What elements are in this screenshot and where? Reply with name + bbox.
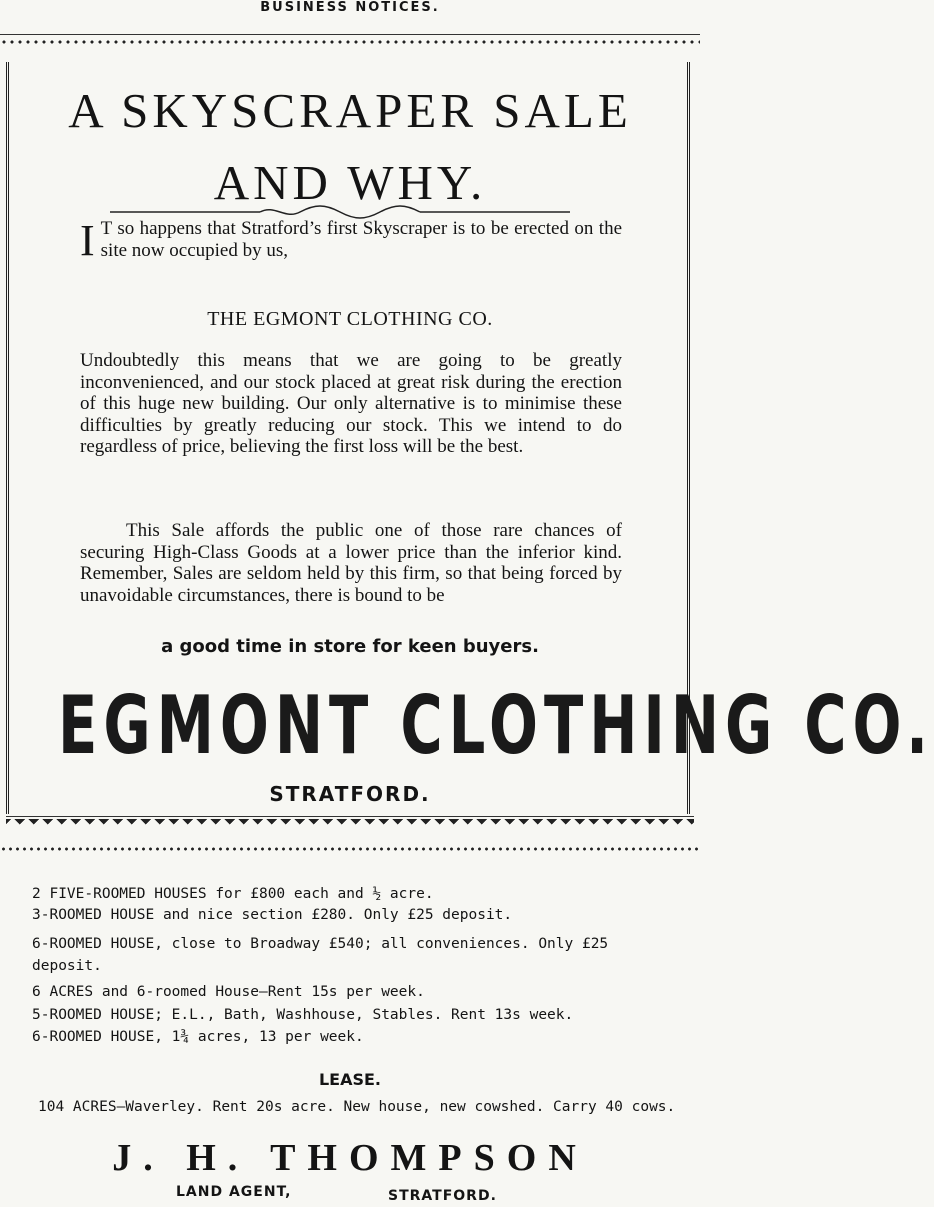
lease-item: 104 ACRES—Waverley. Rent 20s acre. New house, new cowshed. Carry 40 cows. xyxy=(38,1099,676,1115)
section-header: BUSINESS NOTICES. xyxy=(260,0,440,15)
advert-body-paragraph-1: Undoubtedly this means that we are going to be greatly inconvenienced, and our stock placed at great risk during the erection of this huge new building. Our only alternative is to minimise these difficulties by greatly reducing our stock. This we intend to do regardless of price, believing the first loss will be the best. xyxy=(80,350,622,457)
listing-item: 5-ROOMED HOUSE; E.L., Bath, Washhouse, Stables. Rent 13s week. xyxy=(32,1007,574,1023)
company-display-name: EGMONT CLOTHING CO. xyxy=(58,680,934,773)
listing-item: 2 FIVE-ROOMED HOUSES for £800 each and ½ acre. xyxy=(32,886,434,902)
advert-headline-line-2: AND WHY. xyxy=(213,155,487,210)
drop-cap: I xyxy=(80,216,95,265)
advert-headline-line-1: A SKYSCRAPER SALE xyxy=(68,83,632,138)
zigzag-rule xyxy=(6,816,694,829)
listing-item: 3-ROOMED HOUSE and nice section £280. Only £25 deposit. xyxy=(32,907,513,923)
top-ornament-rule xyxy=(0,34,700,49)
intro-text: T so happens that Stratford’s first Skyscraper is to be erected on the site now occupied by us, xyxy=(100,218,622,261)
advert-town: STRATFORD. xyxy=(269,782,431,806)
listing-item: 6-ROOMED HOUSE, close to Broadway £540; all conveniences. Only £25 deposit. xyxy=(32,936,609,974)
agent-title: LAND AGENT, xyxy=(176,1184,292,1200)
agent-name: J. H. THOMPSON xyxy=(112,1137,588,1179)
advert-body-paragraph-2: This Sale affords the public one of those rare chances of securing High-Class Goods at a lower price than the inferior kind. Remember, Sales are seldom held by this firm, so that being forced by unavoidable circumstances, there is bound to be xyxy=(80,520,622,606)
advert-intro-paragraph xyxy=(80,216,622,265)
agent-town: STRATFORD. xyxy=(388,1188,497,1204)
keen-buyers-line: a good time in store for keen buyers. xyxy=(161,636,539,657)
dotted-rule xyxy=(0,846,700,852)
company-line: THE EGMONT CLOTHING CO. xyxy=(207,308,493,330)
listing-item: 6-ROOMED HOUSE, 1¾ acres, 13 per week. xyxy=(32,1029,364,1045)
listing-item: 6 ACRES and 6-roomed House—Rent 15s per week. xyxy=(32,984,425,1000)
lease-heading: LEASE. xyxy=(318,1070,382,1089)
